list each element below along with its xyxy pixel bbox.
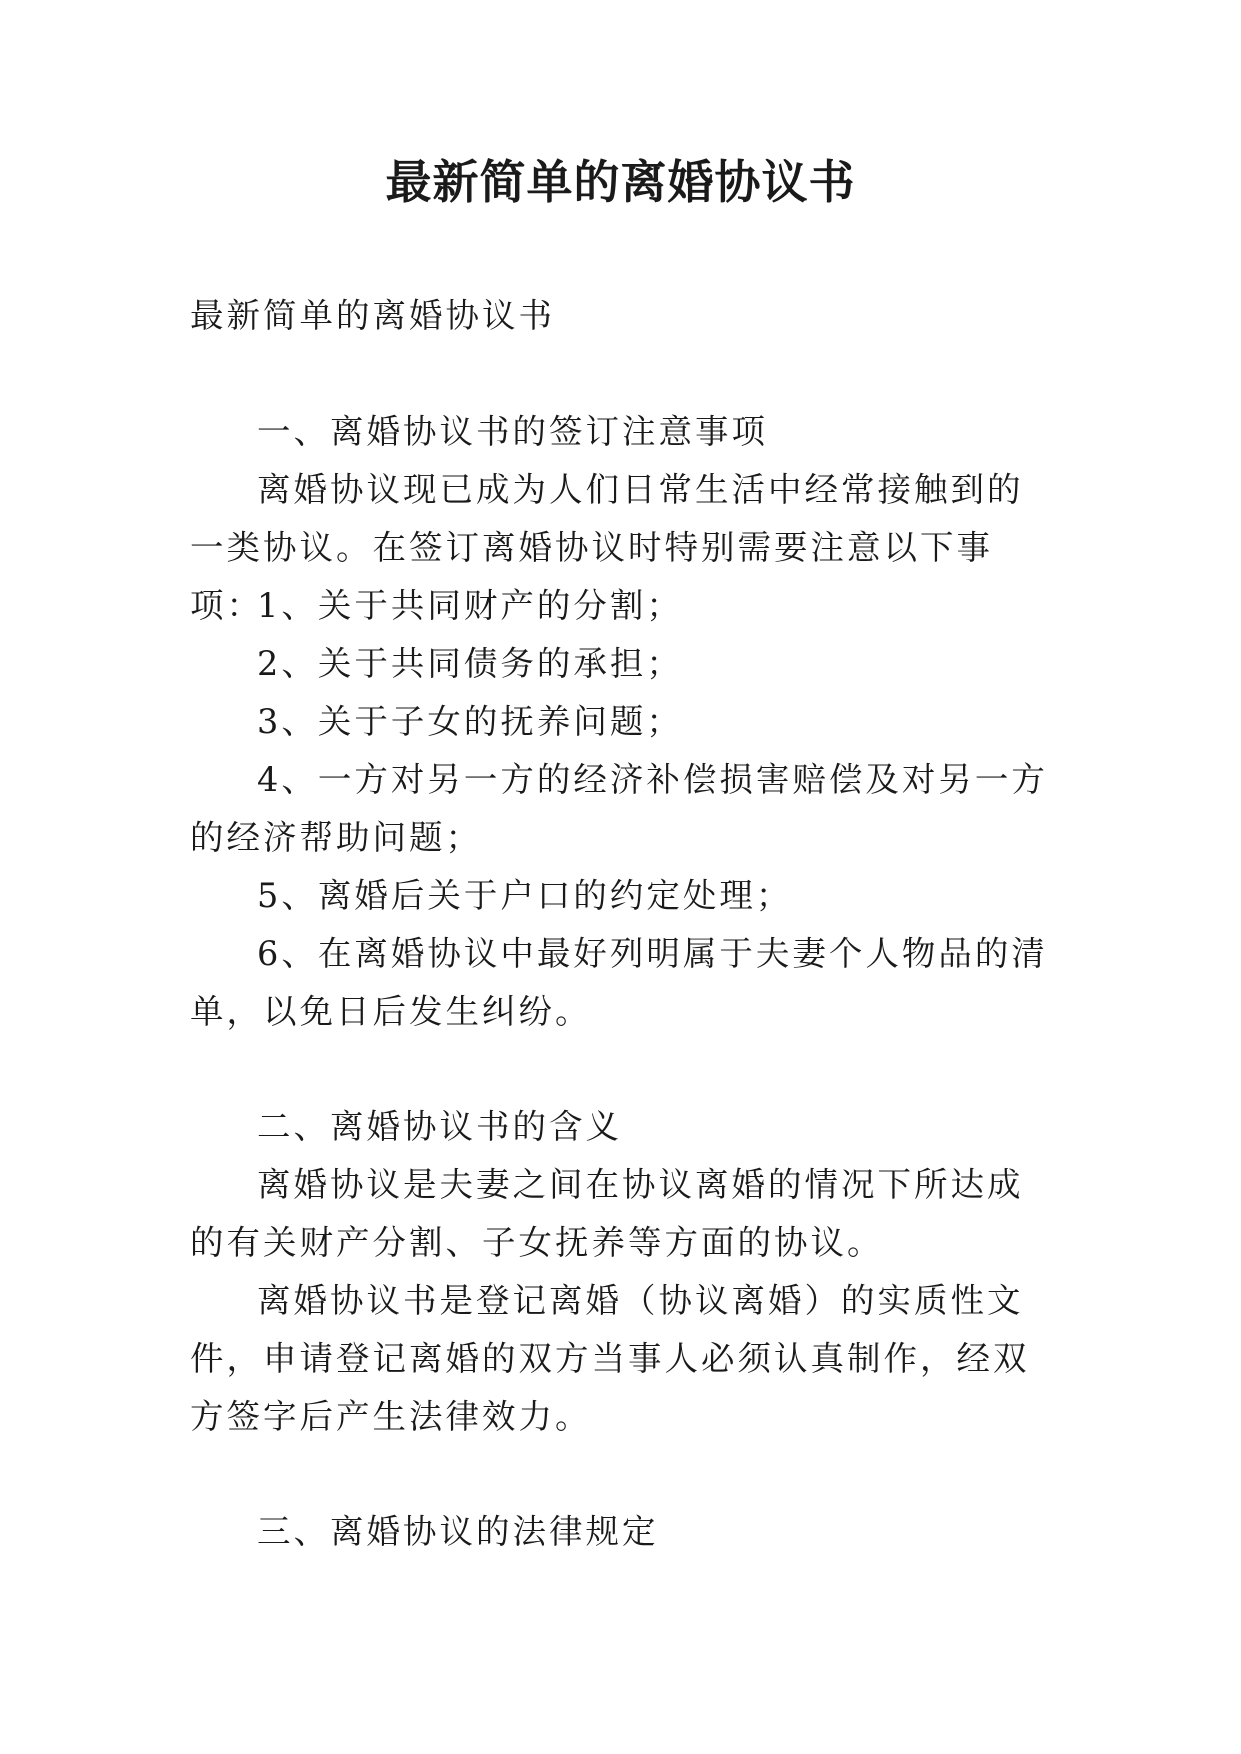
list-item: 6、在离婚协议中最好列明属于夫妻个人物品的清单，以免日后发生纠纷。	[190, 934, 1048, 1031]
section-2-paragraph: 离婚协议书是登记离婚（协议离婚）的实质性文件，申请登记离婚的双方当事人必须认真制作，经双方签字后产生法律效力。	[190, 1281, 1030, 1436]
section-2-paragraph: 离婚协议是夫妻之间在协议离婚的情况下所达成的有关财产分割、子女抚养等方面的协议。	[190, 1165, 1024, 1262]
document-subtitle: 最新简单的离婚协议书	[190, 296, 555, 335]
list-item: 3、关于子女的抚养问题；	[257, 702, 683, 741]
list-item: 4、一方对另一方的经济补偿损害赔偿及对另一方的经济帮助问题；	[190, 760, 1048, 857]
section-1-heading: 一、离婚协议书的签订注意事项	[257, 412, 768, 451]
section-2-heading: 二、离婚协议书的含义	[257, 1107, 622, 1146]
section-1-intro: 离婚协议现已成为人们日常生活中经常接触到的一类协议。在签订离婚协议时特别需要注意以下事项：	[190, 470, 1024, 625]
list-item: 2、关于共同债务的承担；	[257, 644, 683, 683]
list-item: 5、离婚后关于户口的约定处理；	[257, 876, 793, 915]
list-item: 1、关于共同财产的分割；	[257, 586, 683, 625]
section-3-heading: 三、离婚协议的法律规定	[257, 1512, 659, 1551]
document-title: 最新简单的离婚协议书	[385, 155, 856, 209]
